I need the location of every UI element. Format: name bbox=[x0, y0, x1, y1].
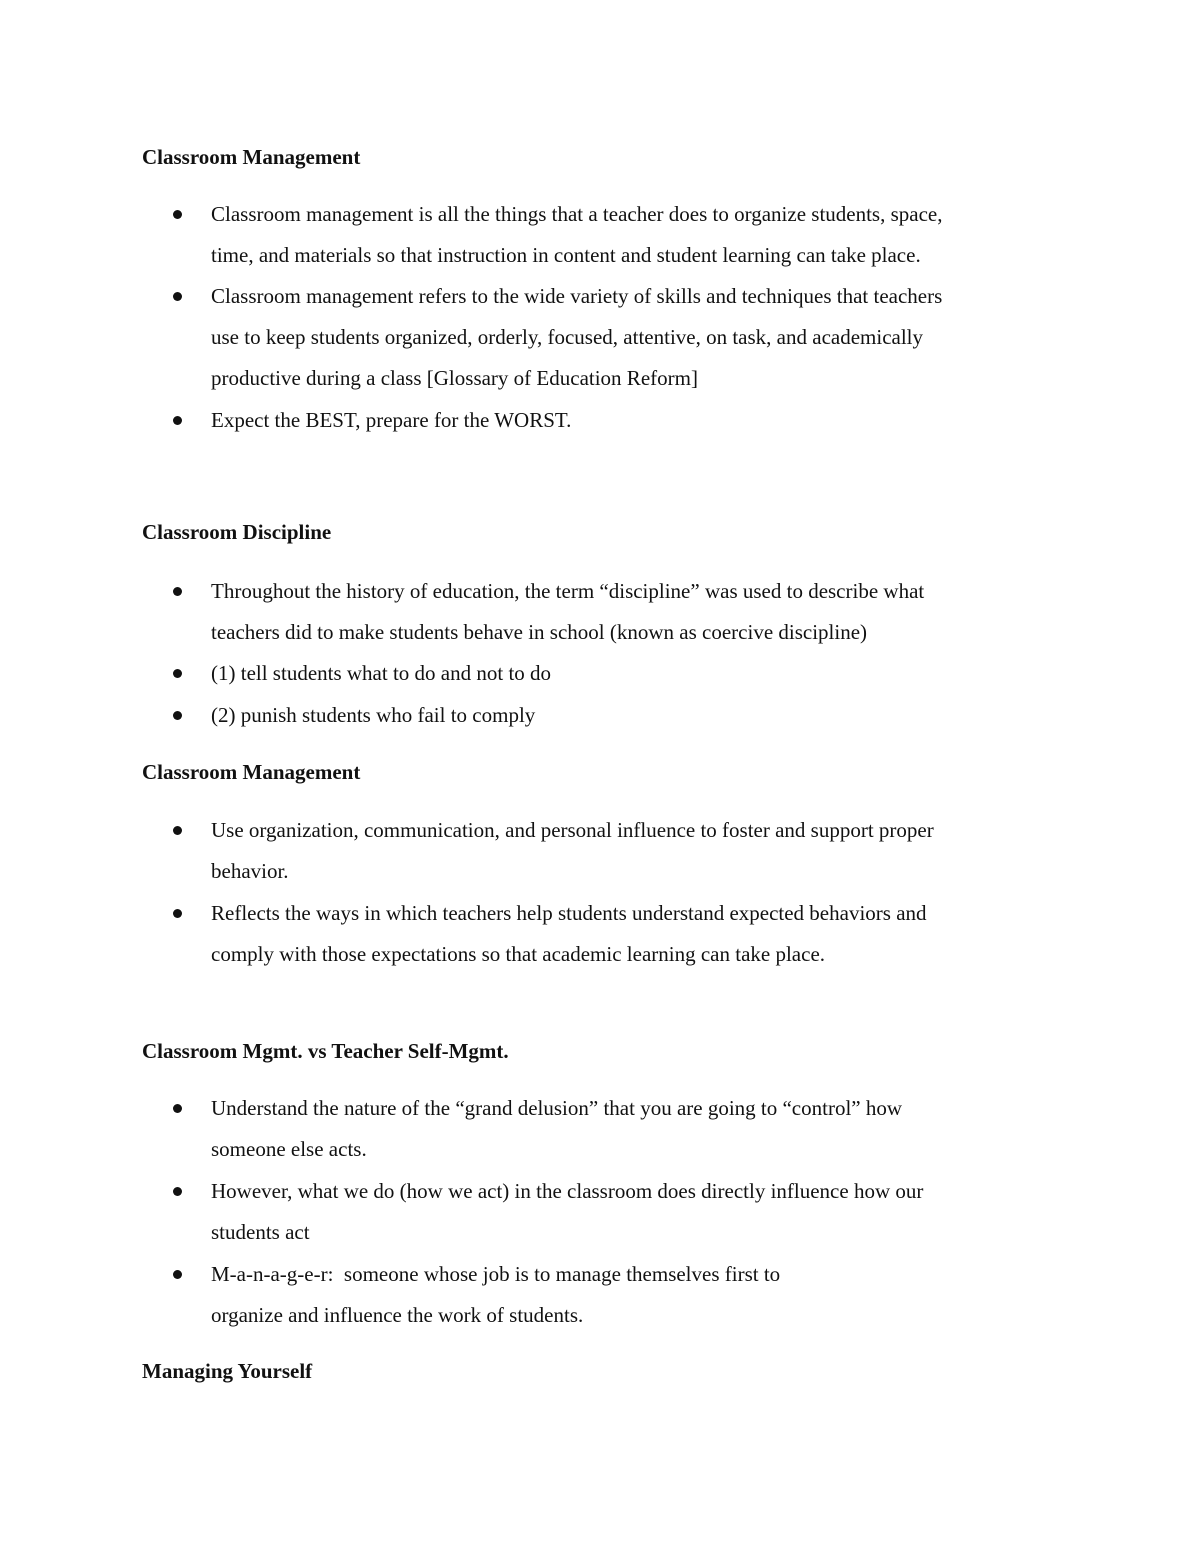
section-heading: Managing Yourself bbox=[142, 1359, 313, 1383]
list-item-text: Throughout the history of education, the term “discipline” was used to describe what bbox=[211, 579, 925, 603]
list-item-text: (2) punish students who fail to comply bbox=[211, 703, 536, 727]
list-item bbox=[211, 571, 1051, 653]
list-item bbox=[211, 653, 1051, 694]
list-item bbox=[211, 1171, 1051, 1253]
bullet-icon bbox=[173, 826, 182, 835]
list-item bbox=[211, 893, 1051, 975]
list-item bbox=[211, 194, 1051, 276]
bullet-icon bbox=[173, 210, 182, 219]
list-item-text: (1) tell students what to do and not to do bbox=[211, 661, 552, 685]
section-heading: Classroom Management bbox=[142, 760, 361, 784]
list-item-text: Understand the nature of the “grand delusion” that you are going to “control” how bbox=[211, 1096, 903, 1120]
list-item-text: comply with those expectations so that academic learning can take place. bbox=[211, 942, 826, 966]
list-item-text: M-a-n-a-g-e-r: someone whose job is to manage themselves first to bbox=[211, 1262, 781, 1286]
section-heading: Classroom Mgmt. vs Teacher Self-Mgmt. bbox=[142, 1039, 509, 1063]
list-item-text: teachers did to make students behave in school (known as coercive discipline) bbox=[211, 620, 868, 644]
list-item bbox=[211, 1088, 1051, 1170]
list-item bbox=[211, 400, 1051, 441]
list-item-text: organize and influence the work of students. bbox=[211, 1303, 584, 1327]
bullet-icon bbox=[173, 909, 182, 918]
list-item bbox=[211, 695, 1051, 736]
bullet-icon bbox=[173, 1187, 182, 1196]
bullet-icon bbox=[173, 292, 182, 301]
list-item bbox=[211, 1254, 1051, 1336]
list-item bbox=[211, 276, 1051, 399]
bullet-icon bbox=[173, 711, 182, 720]
list-item-text: Classroom management is all the things that a teacher does to organize students, space, bbox=[211, 202, 943, 226]
list-item-text: behavior. bbox=[211, 859, 289, 883]
list-item-text: Reflects the ways in which teachers help students understand expected behaviors and bbox=[211, 901, 927, 925]
bullet-icon bbox=[173, 1270, 182, 1279]
section-heading: Classroom Management bbox=[142, 145, 361, 169]
list-item bbox=[211, 810, 1051, 892]
list-item-text: someone else acts. bbox=[211, 1137, 367, 1161]
list-item-text: time, and materials so that instruction in content and student learning can take place. bbox=[211, 243, 921, 267]
list-item-text: However, what we do (how we act) in the classroom does directly influence how our bbox=[211, 1179, 924, 1203]
list-item-text: Use organization, communication, and personal influence to foster and support proper bbox=[211, 818, 934, 842]
list-item-text: productive during a class [Glossary of Education Reform] bbox=[211, 366, 698, 390]
bullet-icon bbox=[173, 1104, 182, 1113]
section-heading: Classroom Discipline bbox=[142, 520, 332, 544]
bullet-icon bbox=[173, 587, 182, 596]
list-item-text: students act bbox=[211, 1220, 310, 1244]
list-item-text: use to keep students organized, orderly, focused, attentive, on task, and academically bbox=[211, 325, 924, 349]
bullet-icon bbox=[173, 669, 182, 678]
bullet-icon bbox=[173, 416, 182, 425]
list-item-text: Classroom management refers to the wide variety of skills and techniques that teachers bbox=[211, 284, 943, 308]
list-item-text: Expect the BEST, prepare for the WORST. bbox=[211, 408, 572, 432]
